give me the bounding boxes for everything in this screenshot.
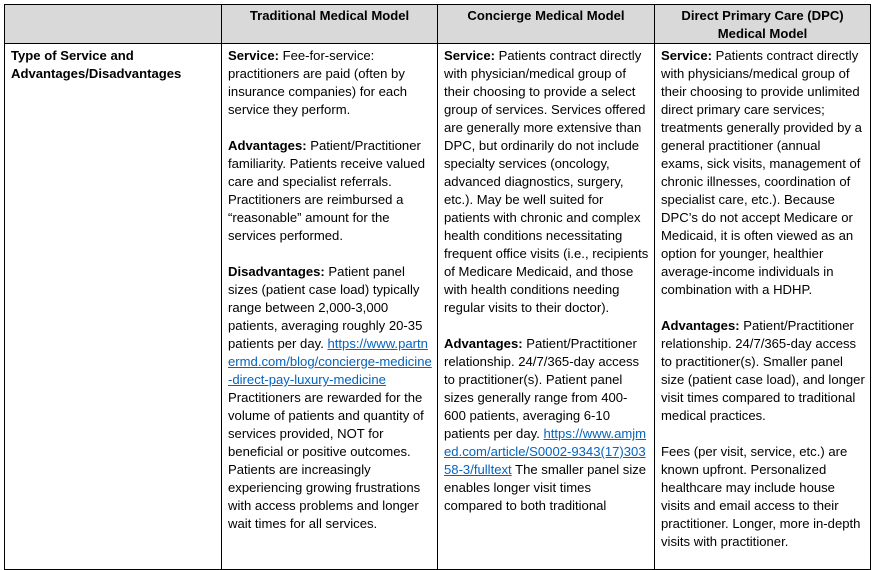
partnermd-link[interactable]: https://www.partnermd.com/blog/concierge-medicine-direct-pay-luxury-medicine <box>228 336 432 387</box>
advantages-label: Advantages: <box>661 318 740 333</box>
header-blank-cell <box>5 5 222 44</box>
advantages-text: Patient/Practitioner familiarity. Patients receive valued care and specialist referrals. Practitioners are reimbursed a “reasonable” amount for the services performed. <box>228 138 425 243</box>
comparison-table <box>4 4 871 570</box>
traditional-service <box>228 47 432 119</box>
service-label: Service: <box>228 48 279 63</box>
concierge-service <box>444 47 649 317</box>
body-row <box>5 44 871 570</box>
disadvantages-text: Patient panel sizes (patient case load) typically range between 2,000-3,000 patients, averaging roughly 20-35 patients per day. <box>228 264 423 351</box>
dpc-fees: Fees (per visit, service, etc.) are known upfront. Personalized healthcare may include house visits and email access to their practitioner. Longer, more in-depth visits with practitioner. <box>661 444 861 549</box>
concierge-advantages <box>444 335 649 515</box>
header-traditional: Traditional Medical Model <box>222 5 438 44</box>
row-label-text: Type of Service and Advantages/Disadvantages <box>11 48 182 81</box>
service-text: Fee-for-service: practitioners are paid (often by insurance companies) for each service they perform. <box>228 48 408 117</box>
cell-traditional <box>222 44 438 570</box>
advantages-text-after: The smaller panel size enables longer visit times compared to both traditional <box>444 462 647 513</box>
row-label <box>5 44 222 570</box>
cell-dpc <box>655 44 871 570</box>
advantages-text: Patient/Practitioner relationship. 24/7/365-day access to practitioner(s). Patient panel sizes generally range from 400-600 patients, averaging 6-10 patients per day. <box>444 336 640 441</box>
disadvantages-text-after: Practitioners are rewarded for the volume of patients and quantity of services provided, NOT for beneficial or positive outcomes. Patients are increasingly experiencing growing frustrations with access problems and longer wait times for all services. <box>228 390 424 531</box>
dpc-service <box>661 47 865 299</box>
advantages-label: Advantages: <box>444 336 523 351</box>
disadvantages-label: Disadvantages: <box>228 264 325 279</box>
service-label: Service: <box>444 48 495 63</box>
amjmed-link[interactable]: https://www.amjmed.com/article/S0002-9343(17)30358-3/fulltext <box>444 426 647 477</box>
advantages-text: Patient/Practitioner relationship. 24/7/365-day access to practitioner(s). Smaller panel size (patient case load), and longer visit times compared to traditional medical practices. <box>661 318 865 423</box>
advantages-label: Advantages: <box>228 138 307 153</box>
header-dpc: Direct Primary Care (DPC) Medical Model <box>655 5 871 44</box>
dpc-advantages <box>661 317 865 425</box>
traditional-disadvantages <box>228 263 432 533</box>
traditional-advantages <box>228 137 432 245</box>
header-row <box>5 5 871 44</box>
cell-concierge <box>438 44 655 570</box>
service-text: Patients contract directly with physician/medical group of their choosing to provide a select group of services. Services offered are generally more extensive than DPC, but ordinarily do not include specialty services (oncology, advanced diagnostics, surgery, etc.). May be well suited for patients with chronic and complex health conditions necessitating frequent office visits (i.e., recipients of Medicare Medicaid, and those with health conditions needing regular visits to their doctor). <box>444 48 649 315</box>
header-concierge: Concierge Medical Model <box>438 5 655 44</box>
service-text: Patients contract directly with physicians/medical group of their choosing to provide unlimited direct primary care services; treatments generally provided by a general practitioner (annual exams, sick visits, management of chronic illnesses, coordination of specialist care, etc.). Because DPC’s do not accept Medicare or Medicaid, it is often viewed as an option for younger, healthier average-income individuals in combination with a HDHP. <box>661 48 862 297</box>
service-label: Service: <box>661 48 712 63</box>
